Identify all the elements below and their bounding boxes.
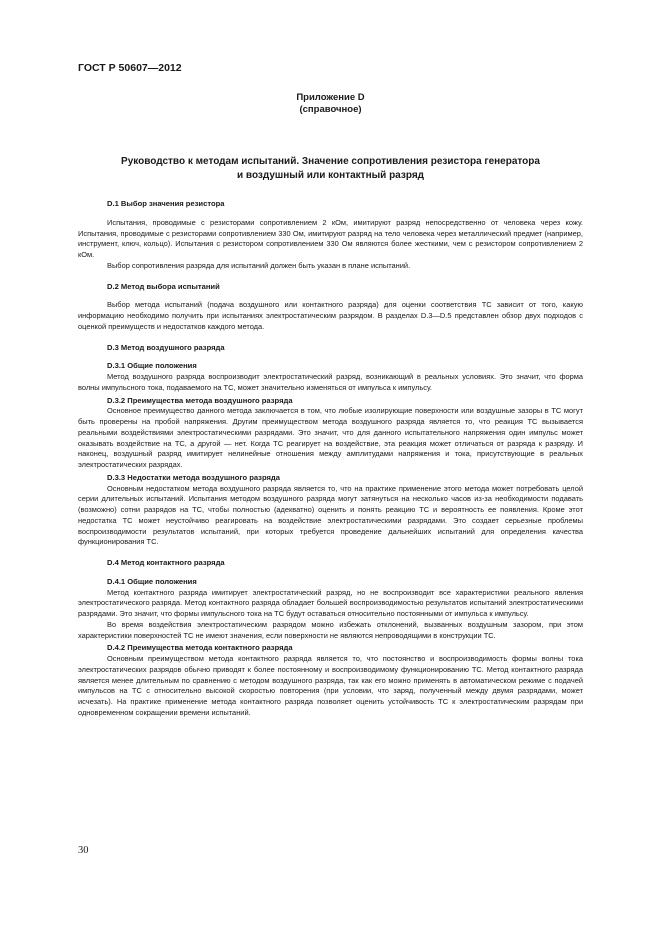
section-heading-d1: D.1 Выбор значения резистора — [107, 199, 225, 208]
subsection-heading-d33: D.3.3 Недостатки метода воздушного разряда — [107, 472, 280, 482]
paragraph: Основным недостатком метода воздушного разряда является то, что на практике применение этого метода может потребовать целой серии длительных испытаний. Испытания методом воздушного разряда могут затянуться на несколько часов из-за необходимости подавать (возможно) сотни разрядов на ТС, чтобы полностью (адекватно) оценить и понять реакцию ТС и вероятность ее появления. Кроме этот недостатка ТС может неустойчиво реагировать на воздействие электростатическими разрядами. Это создает серьезные проблемы воспроизводимости результатов испытаний, при которых требуется проведение дальнейших испытаний для определения качества функционирования ТС. — [78, 483, 583, 547]
subsection-heading-d31: D.3.1 Общие положения — [107, 361, 197, 371]
subsection-heading-d42: D.4.2 Преимущества метода контактного разряда — [107, 643, 293, 653]
section-heading-d3: D.3 Метод воздушного разряда — [107, 342, 225, 352]
paragraph: Выбор метода испытаний (подача воздушного или контактного разряда) для оценки соответствия ТС зависит от того, какую информацию необходимо получить при испытаниях электростатическим разрядом. В разделах D.3—D.5 представлен обзор двух подходов с оценкой преимуществ и недостатков каждого метода. — [78, 300, 583, 331]
section-heading-d4: D.4 Метод контактного разряда — [107, 558, 225, 567]
paragraph: Основное преимущество данного метода заключается в том, что любые изолирующие поверхности или воздушные зазоры в ТС могут быть проверены на пробой напряжения. Другим преимуществом метода воздушного разряда является то, что реакция ТС вызывается реальными воздействиями электростатическими разрядами. Это значит, что для данного испытательного напряжения один импульс может оказывать воздействие на ТС, а другой — нет. Когда ТС реагирует на воздействие, эта реакция может отличаться от разряда к разряду. И наконец, воздушный разряд имитирует нелинейные отношения между амплитудами напряжения и тока, присутствующие в реальных электростатических разрядах. — [78, 406, 583, 469]
document-title — [78, 155, 583, 183]
paragraph: Метод воздушного разряда воспроизводит электростатический разряд, возникающий в реальных условиях. Это значит, что форма волны импульсного тока, подаваемого на ТС, может значительно изменяться от импульса к импульсу. — [78, 372, 583, 392]
document-body — [78, 199, 583, 719]
appendix-status: (справочное) — [299, 104, 362, 115]
subsection-heading-d41: D.4.1 Общие положения — [107, 576, 197, 586]
paragraph: Выбор сопротивления разряда для испытаний должен быть указан в плане испытаний. — [107, 260, 411, 270]
title-line-1: Руководство к методам испытаний. Значение сопротивления резистора генератора — [121, 156, 540, 167]
standard-code: ГОСТ Р 50607—2012 — [78, 62, 182, 74]
paragraph: Во время воздействия электростатическим разрядом можно избежать отклонений, вызванных воздушным зазором, при этом характеристики поверхностей ТС не имеют значения, если поверхности не являются непроводящими в конструкции ТС. — [78, 619, 583, 640]
section-heading-d2: D.2 Метод выбора испытаний — [107, 281, 220, 291]
subsection-heading-d32: D.3.2 Преимущества метода воздушного разряда — [107, 395, 293, 405]
title-line-2: и воздушный или контактный разряд — [237, 170, 424, 181]
page-number: 30 — [78, 845, 89, 856]
paragraph: Основным преимуществом метода контактного разряда является то, что постоянство и воспроизводимость формы волны тока электростатических разрядов обычно приводят к более постоянному и воспроизводимому функционированию ТС. Метод контактного разряда является менее длительным по сравнению с методом воздушного разряда, так как его можно применять в автоматическом режиме с подачей импульсов на ТС с относительно высокой скоростью повторения (при условии, что заряд, полученный между двумя разрядами, может исчезать). На практике применение метода контактного разряда позволяет оценить устойчивость ТС к электростатическим разрядам при одновременном сокращении времени испытаний. — [78, 654, 583, 717]
paragraph: Испытания, проводимые с резисторами сопротивлением 2 кОм, имитируют разряд непосредственно от человека через кожу. Испытания, проводимые с резисторами сопротивлением 330 Ом, имитируют разряд на тело человека через металлический предмет (например, инструмент, ключ, кольцо). Испытания с резистором сопротивлением 330 Ом являются более жесткими, чем с резистором сопротивлением 2 кОм. — [78, 217, 583, 259]
paragraph: Метод контактного разряда имитирует электростатический разряд, но не воспроизводит все характеристики реального явления электростатического разряда. Метод контактного разряда обладает большей воспроизводимостью результатов испытаний электростатическими разрядами. Это значит, что формы импульсного тока на ТС будут оставаться относительно постоянными от импульса к импульсу. — [78, 587, 583, 618]
appendix-label: Приложение D — [296, 92, 365, 103]
